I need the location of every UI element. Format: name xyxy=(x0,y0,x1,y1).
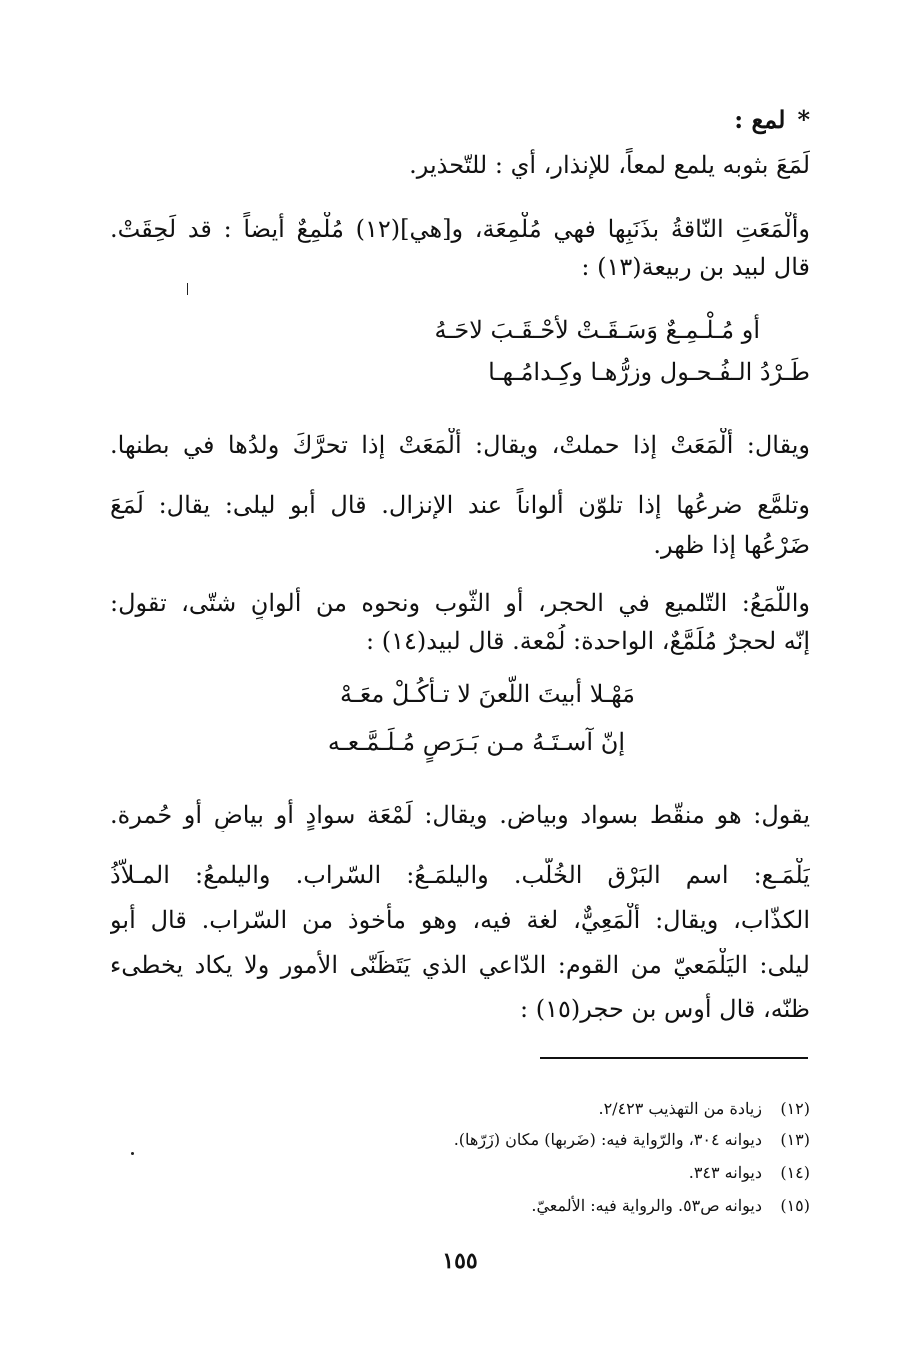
verse-line: إنّ آسـتَـهُ مـن بَـرَصٍ مُـلَـمَّـعـه xyxy=(327,728,625,756)
footnote-text: ديوانه ٣٠٤، والرّواية فيه: (ضَربها) مكان (زَرّها). xyxy=(453,1130,762,1149)
footnote-number: (١٤) xyxy=(780,1163,810,1182)
footnote-number: (١٣) xyxy=(780,1130,810,1149)
verse-line: أو مُـلْـمِـعٌ وَسَـقَـتْ لأحْـقَـبَ لاحَـهُ xyxy=(434,316,760,344)
text-line: إنّه لحجرٌ مُلَمَّعٌ، الواحدة: لُمْعة. قال لبيد(١٤) : xyxy=(366,627,810,655)
text-line: قال لبيد بن ربيعة(١٣) : xyxy=(581,253,810,281)
text-line: لَمَعَ بثوبه يلمع لمعاً، للإنذار، أي : للتّحذير. xyxy=(409,151,810,179)
text-line: وألْمَعَتِ النّاقةُ بذَنَبِها فهي مُلْمِعَة، و[هي](١٢) مُلْمِعٌ أيضاً : قد لَحِقَتْ. xyxy=(110,215,810,243)
footnote-number: (١٢) xyxy=(780,1099,810,1118)
footnote xyxy=(110,1098,810,1120)
text-line: وتلمَّع ضرعُها إذا تلوّن ألواناً عند الإنزال. قال أبو ليلى: يقال: لَمَعَ xyxy=(110,491,810,519)
footnote-text: ديوانه ص٥٣. والرواية فيه: الألمعيّ. xyxy=(531,1196,762,1215)
footnote-text: ديوانه ٣٤٣. xyxy=(688,1163,762,1182)
page-number: ١٥٥ xyxy=(442,1248,478,1274)
entry-title: لمع : xyxy=(734,105,786,134)
text-line: ويقال: ألْمَعَتْ إذا حملتْ، ويقال: ألْمَعَتْ إذا تحرَّكَ ولدُها في بطنها. xyxy=(110,431,810,459)
text-line: يقول: هو منقّط بسواد وبياض. ويقال: لَمْعَة سوادٍ أو بياضٍ أو حُمرة. xyxy=(110,801,810,829)
text-line: ضَرْعُها إذا ظهر. xyxy=(653,531,810,559)
text-line: الكذّاب، ويقال: ألْمَعِيٌّ، لغة فيه، وهو مأخوذ من السّراب. قال أبو xyxy=(110,906,810,934)
text-line: ليلى: اليَلْمَعيّ من القوم: الدّاعي الذي يَتَظَنّى الأمور ولا يكاد يخطىء xyxy=(110,951,810,979)
footnote-text: زيادة من التهذيب ٢/٤٢٣. xyxy=(598,1099,762,1118)
text-line: يَلْمَـع: اسم البَرْق الخُلَّب. واليلمَـعُ: السّراب. واليلمعُ: المـلاّذُ xyxy=(110,861,810,889)
entry-marker: * xyxy=(797,105,810,134)
verse-line: طَـرْدُ الـفُـحـول وزرُّهـا وكِـدامُـهـا xyxy=(488,358,810,386)
footnote xyxy=(110,1129,810,1151)
text-line: واللُّمَعُ: التّلميع في الحجر، أو الثّوب ونحوه من ألوانٍ شتّى، تقول: xyxy=(110,589,810,617)
entry-heading xyxy=(110,103,810,137)
footnote-number: (١٥) xyxy=(780,1196,810,1215)
verse-line: مَهْـلا أبيتَ اللّعنَ لا تـأكُـلْ معَـهْ xyxy=(339,680,635,708)
footnote xyxy=(110,1195,810,1217)
footnote xyxy=(110,1162,810,1184)
scan-speck xyxy=(187,283,188,295)
footnote-divider xyxy=(540,1057,808,1059)
scan-speck xyxy=(131,1152,134,1155)
text-line: ظنّه، قال أوس بن حجر(١٥) : xyxy=(520,995,810,1023)
